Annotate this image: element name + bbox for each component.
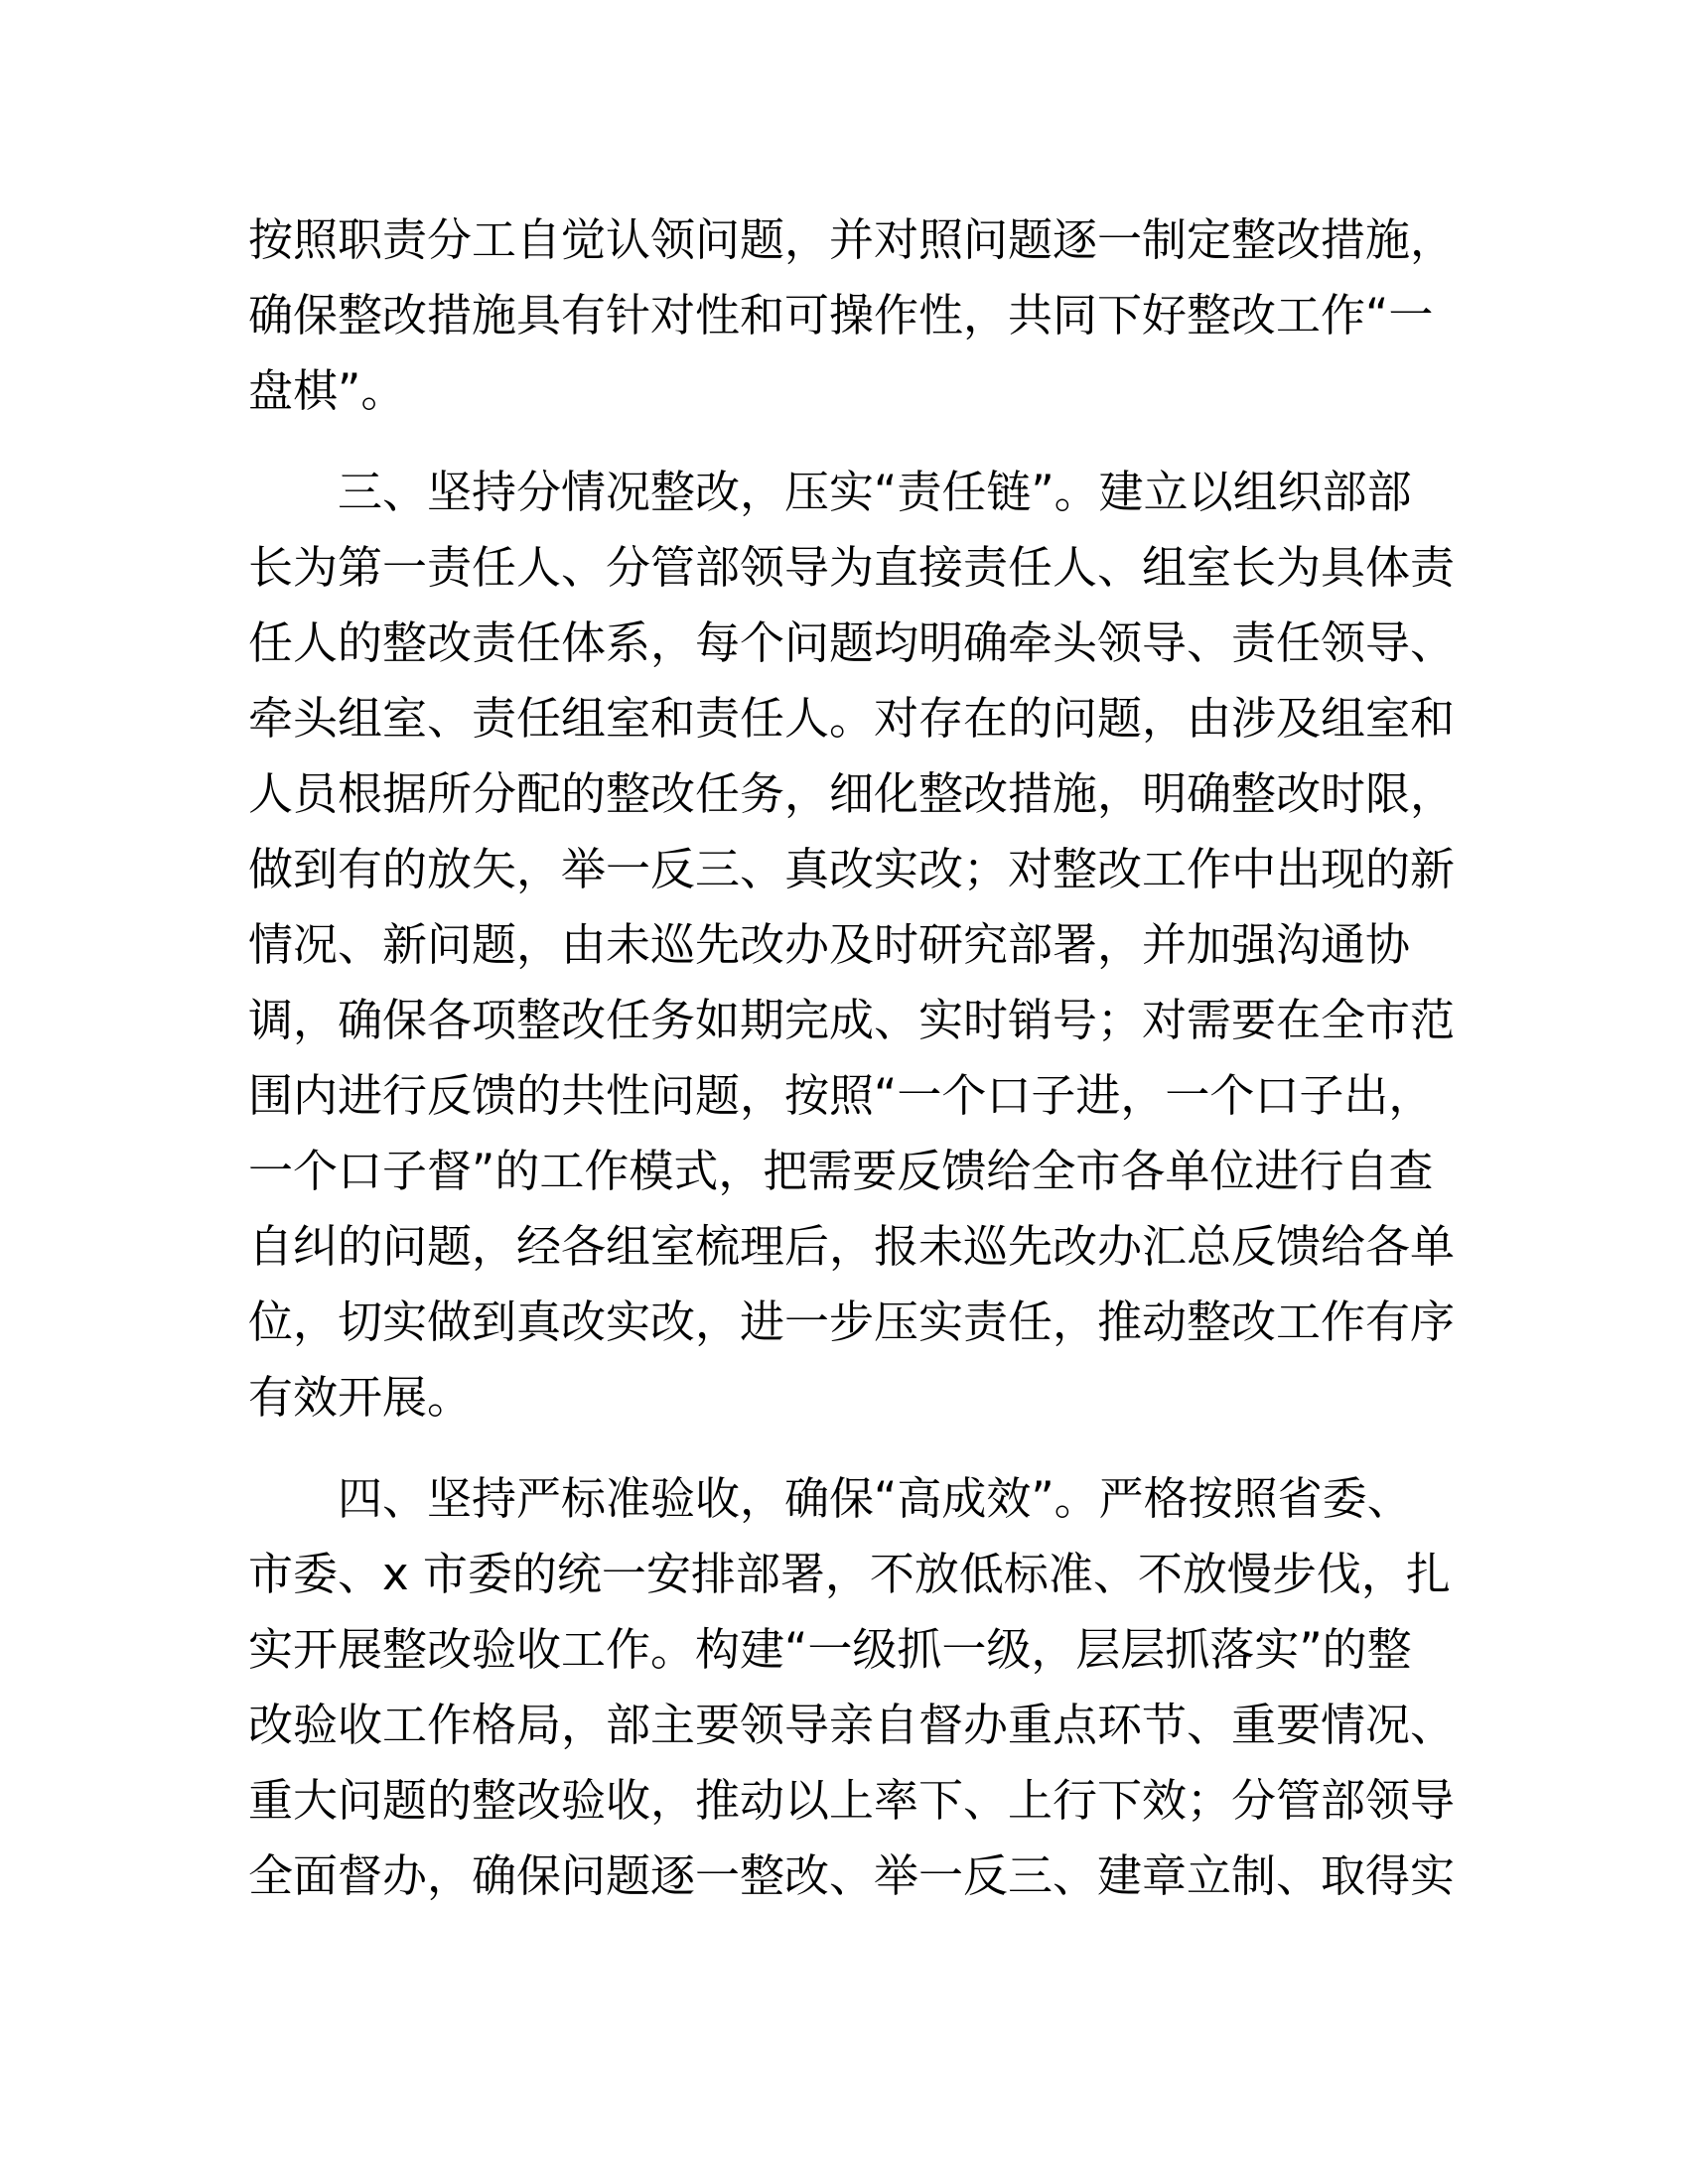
document-body: [248, 203, 1456, 1914]
text-line: 盘棋”。: [248, 364, 406, 417]
text-line: 按照职责分工自觉认领问题，并对照问题逐一制定整改措施，: [248, 213, 1456, 266]
text-line: 三、坚持分情况整改，压实“责任链”。建立以组织部部: [338, 466, 1412, 518]
paragraph-section-four: [248, 1461, 1456, 1914]
text-line: 做到有的放矢，举一反三、真改实改；对整改工作中出现的新: [248, 843, 1456, 895]
text-line: 人员根据所分配的整改任务，细化整改措施，明确整改时限，: [248, 767, 1456, 820]
text-line: 位，切实做到真改实改，进一步压实责任，推动整改工作有序: [248, 1296, 1456, 1348]
paragraph-spacer: [248, 1435, 1440, 1461]
text-line: 确保整改措施具有针对性和可操作性，共同下好整改工作“一: [248, 289, 1434, 341]
paragraph-spacer: [248, 429, 1440, 455]
text-line: 任人的整改责任体系，每个问题均明确牵头领导、责任领导、: [248, 616, 1456, 669]
text-line: 改验收工作格局，部主要领导亲自督办重点环节、重要情况、: [248, 1699, 1456, 1751]
text-line: 四、坚持严标准验收，确保“高成效”。严格按照省委、: [338, 1472, 1412, 1525]
paragraph-continuation: [248, 203, 1456, 429]
text-line: 围内进行反馈的共性问题，按照“一个口子进，一个口子出，: [248, 1069, 1434, 1122]
text-line: 重大问题的整改验收，推动以上率下、上行下效；分管部领导: [248, 1774, 1456, 1827]
text-line: 一个口子督”的工作模式，把需要反馈给全市各单位进行自查: [248, 1145, 1434, 1197]
text-line: 实开展整改验收工作。构建“一级抓一级，层层抓落实”的整: [248, 1623, 1412, 1676]
text-line: 有效开展。: [248, 1371, 473, 1424]
text-line: 全面督办，确保问题逐一整改、举一反三、建章立制、取得实: [248, 1849, 1456, 1902]
text-line: 情况、新问题，由未巡先改办及时研究部署，并加强沟通协: [248, 918, 1411, 971]
text-line: 牵头组室、责任组室和责任人。对存在的问题，由涉及组室和: [248, 692, 1456, 745]
paragraph-section-three: [248, 455, 1456, 1435]
text-line: 长为第一责任人、分管部领导为直接责任人、组室长为具体责: [248, 541, 1456, 594]
text-line: 市委、x 市委的统一安排部署，不放低标准、不放慢步伐，扎: [248, 1548, 1451, 1600]
text-line: 自纠的问题，经各组室梳理后，报未巡先改办汇总反馈给各单: [248, 1220, 1456, 1273]
text-line: 调，确保各项整改任务如期完成、实时销号；对需要在全市范: [248, 994, 1456, 1046]
